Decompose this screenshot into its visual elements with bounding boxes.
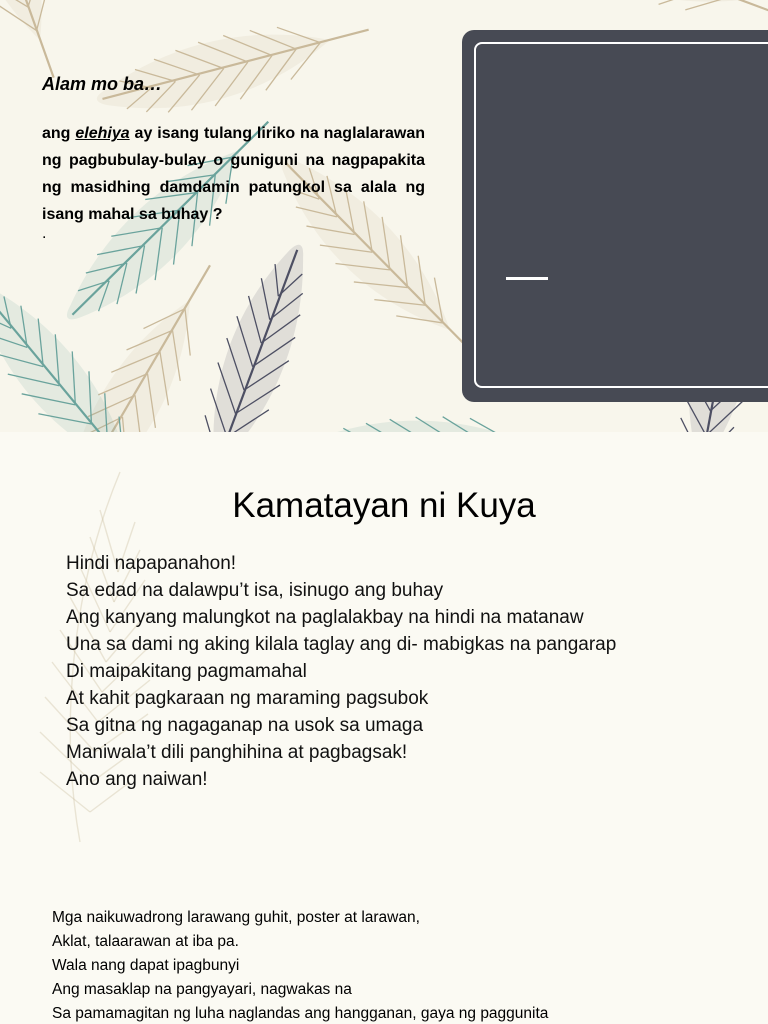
term-elehiya: elehiya — [75, 125, 130, 142]
poem-line: Sa edad na dalawpu’t isa, isinugo ang buhay — [66, 580, 444, 601]
poem-line: Maniwala’t dili panghihina at pagbagsak! — [66, 742, 408, 763]
slide-alam-mo-ba — [0, 0, 768, 432]
trailing-dot: . — [42, 225, 47, 242]
slide-poem-continued — [0, 872, 768, 1024]
poem-line: Mga naikuwadrong larawang guhit, poster at larawan, — [52, 909, 420, 926]
poem-stanza — [66, 550, 616, 793]
poem-line: Aklat, talaarawan at iba pa. — [52, 933, 239, 950]
poem-stanza-2 — [52, 906, 548, 1024]
panel-frame — [474, 42, 768, 388]
poem-line: Sa pamamagitan ng luha naglandas ang hangganan, gaya ng paggunita — [52, 1005, 549, 1022]
poem-line: Di maipakitang pagmamahal — [66, 661, 307, 682]
slide-poem — [0, 432, 768, 872]
paragraph-lead: ang — [42, 125, 76, 142]
dark-panel — [462, 30, 768, 402]
poem-title: Kamatayan ni Kuya — [232, 486, 536, 525]
poem-line: Ang kanyang malungkot na paglalakbay na hindi na matanaw — [66, 607, 584, 628]
definition-paragraph — [42, 120, 425, 240]
slide-heading: Alam mo ba… — [42, 74, 163, 94]
poem-line: At kahit pagkaraan ng maraming pagsubok — [66, 688, 429, 709]
paragraph-body: ay isang tulang liriko na naglalarawan ng pagbubulay-bulay o guniguni na nagpapakita ng masidhing damdamin patungkol sa alala ng isang mahal sa buhay ? — [42, 125, 426, 223]
panel-dash — [506, 277, 548, 280]
poem-line: Wala nang dapat ipagbunyi — [52, 957, 240, 974]
poem-line: Una sa dami ng aking kilala taglay ang di- mabigkas na pangarap — [66, 634, 617, 655]
poem-line: Sa gitna ng nagaganap na usok sa umaga — [66, 715, 424, 736]
poem-line: Ang masaklap na pangyayari, nagwakas na — [52, 981, 352, 998]
poem-line: Hindi napapanahon! — [66, 553, 237, 574]
poem-line: Ano ang naiwan! — [66, 769, 208, 790]
